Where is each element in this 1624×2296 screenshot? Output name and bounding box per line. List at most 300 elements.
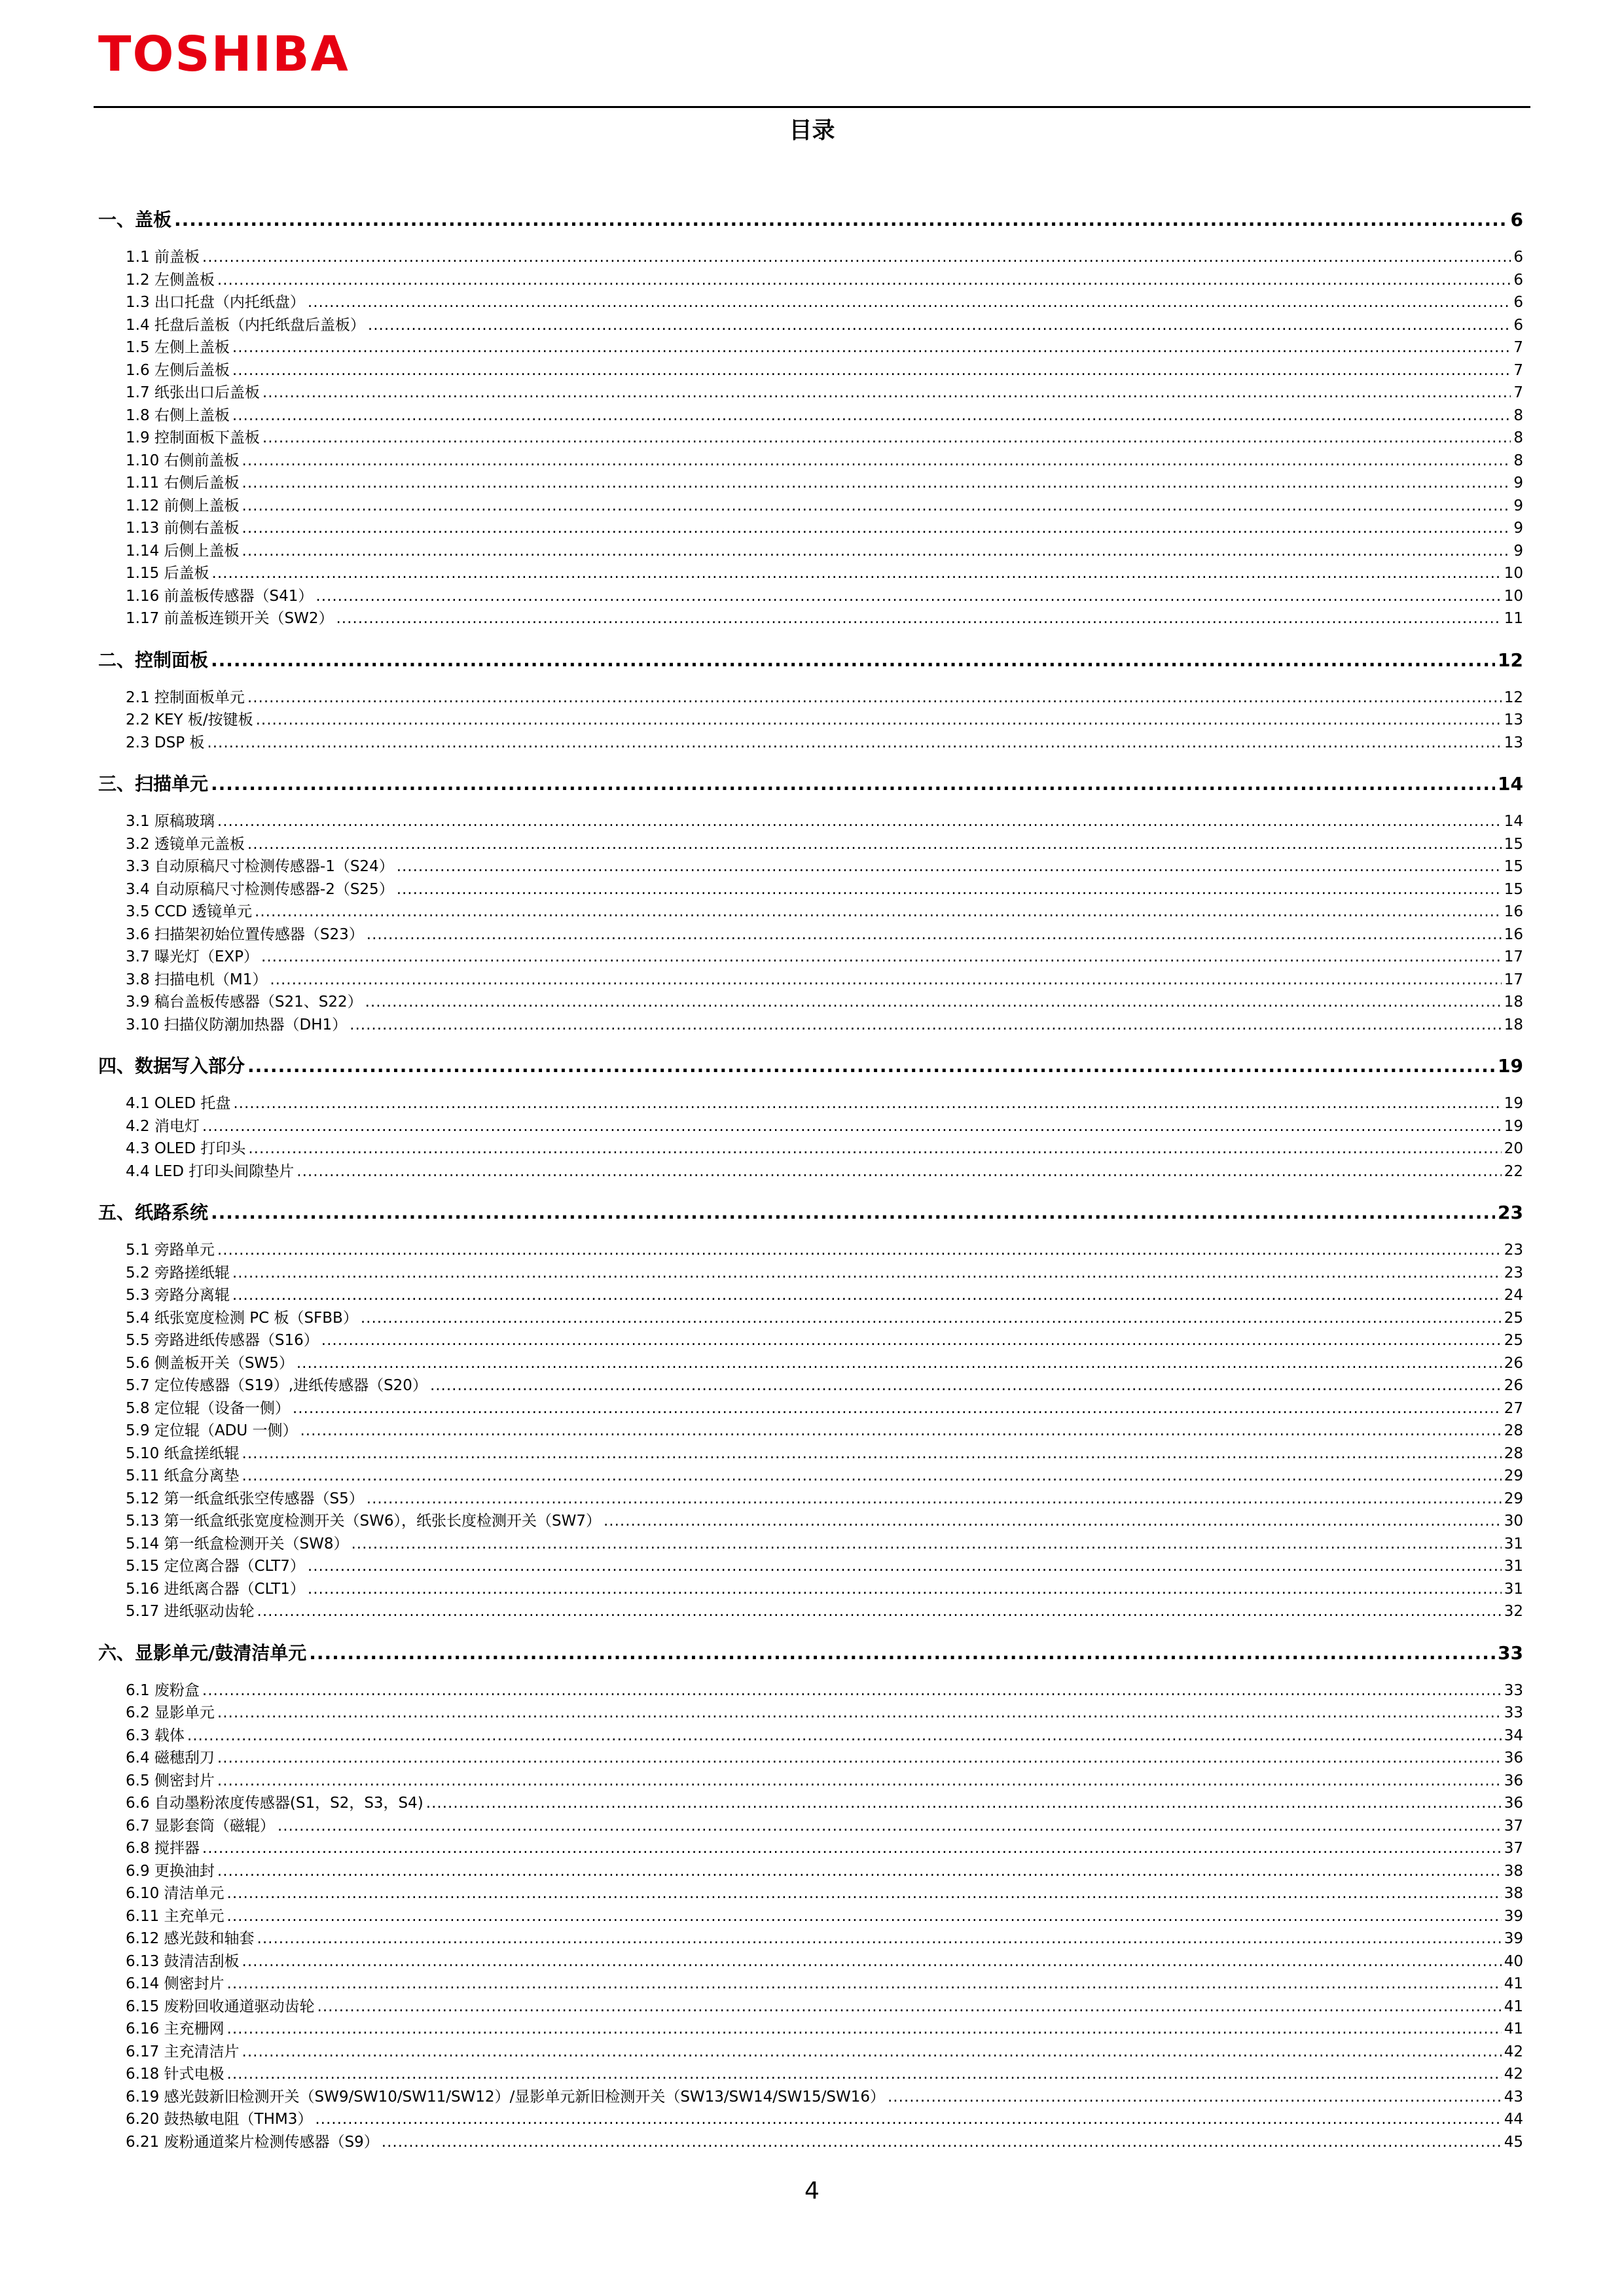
entry-page-number: 19 <box>1504 1117 1523 1135</box>
entry-title: 6.3 载体 <box>126 1727 185 1744</box>
toc-entry[interactable] <box>98 1138 1523 1160</box>
toc-entry[interactable] <box>98 1092 1523 1115</box>
toc-entry[interactable] <box>98 1510 1523 1533</box>
toc-entry[interactable] <box>98 1307 1523 1330</box>
toc-entry[interactable] <box>98 472 1523 495</box>
toc-entry[interactable] <box>98 1702 1523 1725</box>
dot-leader <box>232 404 1511 427</box>
entry-title: 1.16 前盖板传感器（S41） <box>126 587 314 605</box>
toc-entry[interactable] <box>98 359 1523 382</box>
entry-page-number: 14 <box>1504 813 1523 830</box>
entry-title: 5.5 旁路进纸传感器（S16） <box>126 1332 319 1349</box>
entry-page-number: 8 <box>1513 429 1523 446</box>
toc-entry[interactable] <box>98 1465 1523 1488</box>
dot-leader <box>217 1860 1502 1883</box>
dot-leader <box>217 269 1511 292</box>
entry-page-number: 31 <box>1504 1580 1523 1598</box>
toc-entry[interactable] <box>98 709 1523 732</box>
dot-leader <box>361 1307 1502 1330</box>
entry-title: 1.17 前盖板连锁开关（SW2） <box>126 610 334 627</box>
toc-entry[interactable] <box>98 969 1523 992</box>
dot-leader <box>397 878 1502 901</box>
dot-leader <box>242 495 1511 518</box>
dot-leader <box>242 472 1511 495</box>
entry-page-number: 39 <box>1504 1930 1523 1947</box>
entry-page-number: 26 <box>1504 1377 1523 1394</box>
entry-page-number: 37 <box>1504 1840 1523 1857</box>
entry-title: 5.1 旁路单元 <box>126 1242 215 1259</box>
toc-entry[interactable] <box>98 732 1523 755</box>
entry-title: 2.1 控制面板单元 <box>126 689 245 706</box>
entry-page-number: 40 <box>1504 1952 1523 1970</box>
entry-page-number: 18 <box>1504 1016 1523 1033</box>
entry-title: 6.2 显影单元 <box>126 1704 215 1721</box>
entry-page-number: 44 <box>1504 2111 1523 2128</box>
entry-page-number: 11 <box>1504 610 1523 627</box>
toc-entry[interactable] <box>98 2063 1523 2086</box>
dot-leader <box>270 969 1501 992</box>
entry-title: 6.20 鼓热敏电阻（THM3） <box>126 2111 313 2128</box>
entry-page-number: 17 <box>1504 971 1523 988</box>
chapter-page-number: 6 <box>1510 209 1523 230</box>
entry-page-number: 15 <box>1504 835 1523 853</box>
dot-leader <box>217 1702 1502 1725</box>
chapter-title: 二、控制面板 <box>98 649 209 671</box>
entry-title: 6.5 侧密封片 <box>126 1772 215 1789</box>
entry-page-number: 38 <box>1504 1885 1523 1902</box>
entry-page-number: 37 <box>1504 1817 1523 1835</box>
dot-leader <box>352 1533 1502 1556</box>
entry-page-number: 38 <box>1504 1862 1523 1880</box>
dot-leader <box>211 1200 1495 1226</box>
dot-leader <box>174 207 1508 233</box>
dot-leader <box>426 1792 1502 1815</box>
chapter-page-number: 12 <box>1498 649 1523 671</box>
entry-page-number: 8 <box>1513 452 1523 469</box>
entry-page-number: 7 <box>1513 361 1523 379</box>
entry-page-number: 22 <box>1504 1162 1523 1180</box>
dot-leader <box>232 336 1511 359</box>
entry-title: 5.3 旁路分离辊 <box>126 1287 230 1304</box>
dot-leader <box>336 607 1502 630</box>
entry-title: 5.7 定位传感器（S19）,进纸传感器（S20） <box>126 1377 427 1394</box>
entry-title: 3.9 稿台盖板传感器（S21、S22） <box>126 994 363 1011</box>
dot-leader <box>242 540 1511 563</box>
toc-entry[interactable] <box>98 878 1523 901</box>
entry-page-number: 41 <box>1504 2020 1523 2037</box>
entry-title: 6.16 主充栅网 <box>126 2020 225 2037</box>
dot-leader <box>604 1510 1502 1533</box>
toc-entry[interactable] <box>98 2018 1523 2041</box>
entry-page-number: 36 <box>1504 1749 1523 1767</box>
entry-title: 1.5 左侧上盖板 <box>126 339 230 356</box>
toc-entry[interactable] <box>98 2041 1523 2064</box>
dot-leader <box>227 2063 1502 2086</box>
entry-page-number: 34 <box>1504 1727 1523 1744</box>
toc-chapter[interactable] <box>98 207 1523 233</box>
toc-entry[interactable] <box>98 336 1523 359</box>
dot-leader <box>248 1138 1501 1160</box>
entry-title: 4.4 LED 打印头间隙垫片 <box>126 1162 295 1180</box>
dot-leader <box>256 709 1502 732</box>
toc-entry[interactable] <box>98 1352 1523 1375</box>
entry-title: 3.6 扫描架初始位置传感器（S23） <box>126 925 364 943</box>
toc-entry[interactable] <box>98 382 1523 404</box>
toc-entry[interactable] <box>98 1420 1523 1443</box>
dot-leader <box>232 1262 1502 1285</box>
toc-entry[interactable] <box>98 562 1523 585</box>
toshiba-logo: TOSHIBA <box>98 26 350 82</box>
entry-title: 5.6 侧盖板开关（SW5） <box>126 1354 294 1372</box>
dot-leader <box>242 517 1511 540</box>
toc-entry[interactable] <box>98 1996 1523 2018</box>
entry-title: 6.8 搅拌器 <box>126 1840 200 1857</box>
entry-title: 3.7 曝光灯（EXP） <box>126 948 259 965</box>
entry-page-number: 10 <box>1504 587 1523 605</box>
dot-leader <box>242 1465 1502 1488</box>
entry-page-number: 13 <box>1504 711 1523 728</box>
entry-title: 4.2 消电灯 <box>126 1117 200 1135</box>
toc-entry[interactable] <box>98 314 1523 337</box>
entry-page-number: 23 <box>1504 1242 1523 1259</box>
entry-page-number: 9 <box>1513 542 1523 560</box>
entry-page-number: 20 <box>1504 1140 1523 1157</box>
entry-title: 4.1 OLED 托盘 <box>126 1095 231 1112</box>
dot-leader <box>211 771 1495 797</box>
toc-entry[interactable] <box>98 1397 1523 1420</box>
entry-page-number: 23 <box>1504 1264 1523 1282</box>
table-of-contents <box>98 207 1523 2153</box>
entry-page-number: 17 <box>1504 948 1523 965</box>
toc-entry[interactable] <box>98 1725 1523 1748</box>
toc-entry[interactable] <box>98 810 1523 833</box>
entry-title: 6.1 废粉盒 <box>126 1681 200 1699</box>
entry-page-number: 24 <box>1504 1287 1523 1304</box>
entry-title: 5.15 定位离合器（CLT7） <box>126 1558 305 1575</box>
entry-page-number: 15 <box>1504 880 1523 898</box>
toc-entry[interactable] <box>98 1600 1523 1623</box>
toc-entry[interactable] <box>98 540 1523 563</box>
entry-page-number: 29 <box>1504 1490 1523 1507</box>
entry-title: 1.12 前侧上盖板 <box>126 497 240 514</box>
dot-leader <box>247 1053 1495 1079</box>
toc-entry[interactable] <box>98 1679 1523 1702</box>
entry-page-number: 16 <box>1504 903 1523 920</box>
entry-page-number: 45 <box>1504 2133 1523 2151</box>
entry-title: 5.14 第一纸盒检测开关（SW8） <box>126 1535 349 1552</box>
dot-leader <box>227 1905 1502 1928</box>
toc-entry[interactable] <box>98 2086 1523 2109</box>
dot-leader <box>262 382 1511 404</box>
entry-title: 6.19 感光鼓新旧检测开关（SW9/SW10/SW11/SW12）/显影单元新旧检测开关（SW13/SW14/SW15/SW16） <box>126 2088 885 2106</box>
toc-entry[interactable] <box>98 495 1523 518</box>
entry-title: 5.9 定位辊（ADU 一侧） <box>126 1422 298 1439</box>
entry-title: 6.10 清洁单元 <box>126 1885 225 1902</box>
entry-title: 4.3 OLED 打印头 <box>126 1140 246 1157</box>
toc-entry[interactable] <box>98 2108 1523 2131</box>
toc-entry[interactable] <box>98 269 1523 292</box>
dot-leader <box>321 1329 1502 1352</box>
entry-title: 3.8 扫描电机（M1） <box>126 971 268 988</box>
toc-entry[interactable] <box>98 1284 1523 1307</box>
dot-leader <box>247 833 1502 856</box>
entry-page-number: 9 <box>1513 475 1523 492</box>
entry-title: 5.4 纸张宽度检测 PC 板（SFBB） <box>126 1309 358 1327</box>
dot-leader <box>211 647 1495 673</box>
entry-page-number: 31 <box>1504 1535 1523 1552</box>
entry-title: 6.7 显影套筒（磁辊） <box>126 1817 275 1835</box>
toc-entry[interactable] <box>98 1262 1523 1285</box>
dot-leader <box>365 991 1502 1014</box>
chapter-page-number: 33 <box>1498 1641 1523 1664</box>
entry-title: 2.3 DSP 板 <box>126 734 205 751</box>
dot-leader <box>368 314 1511 337</box>
entry-page-number: 10 <box>1504 565 1523 582</box>
entry-title: 5.16 进纸离合器（CLT1） <box>126 1580 305 1598</box>
entry-title: 6.4 磁穗刮刀 <box>126 1749 215 1767</box>
entry-title: 6.6 自动墨粉浓度传感器(S1，S2，S3，S4) <box>126 1795 424 1812</box>
page-number: 4 <box>804 2178 820 2204</box>
dot-leader <box>217 1770 1502 1793</box>
entry-title: 3.4 自动原稿尺寸检测传感器-2（S25） <box>126 880 394 898</box>
entry-page-number: 31 <box>1504 1558 1523 1575</box>
chapter-title: 六、显影单元/鼓清洁单元 <box>98 1641 307 1664</box>
entry-page-number: 27 <box>1504 1399 1523 1417</box>
entry-page-number: 13 <box>1504 734 1523 751</box>
dot-leader <box>308 291 1511 314</box>
entry-page-number: 36 <box>1504 1772 1523 1789</box>
toc-entry[interactable] <box>98 1555 1523 1578</box>
dot-leader <box>350 1014 1502 1037</box>
entry-page-number: 43 <box>1504 2088 1523 2106</box>
chapter-page-number: 19 <box>1498 1055 1523 1077</box>
toc-entry[interactable] <box>98 1882 1523 1905</box>
entry-title: 1.14 后侧上盖板 <box>126 542 240 560</box>
toc-entry[interactable] <box>98 404 1523 427</box>
entry-page-number: 42 <box>1504 2066 1523 2083</box>
entry-title: 1.4 托盘后盖板（内托纸盘后盖板） <box>126 316 365 334</box>
toc-entry[interactable] <box>98 1837 1523 1860</box>
toc-chapter[interactable] <box>98 1200 1523 1226</box>
dot-leader <box>309 1640 1495 1666</box>
dot-leader <box>212 562 1502 585</box>
toc-entry[interactable] <box>98 2131 1523 2154</box>
dot-leader <box>242 2041 1502 2064</box>
entry-title: 6.14 侧密封片 <box>126 1975 225 1992</box>
entry-page-number: 6 <box>1513 249 1523 266</box>
entry-page-number: 32 <box>1504 1603 1523 1620</box>
entry-title: 1.13 前侧右盖板 <box>126 520 240 537</box>
dot-leader <box>297 1352 1502 1375</box>
dot-leader <box>227 1973 1502 1996</box>
toc-entry[interactable] <box>98 246 1523 269</box>
toc-entry[interactable] <box>98 1160 1523 1183</box>
header-divider <box>94 106 1530 108</box>
dot-leader <box>227 1882 1502 1905</box>
entry-page-number: 7 <box>1513 339 1523 356</box>
entry-title: 1.8 右侧上盖板 <box>126 406 230 424</box>
toc-entry[interactable] <box>98 450 1523 473</box>
dot-leader <box>367 1488 1502 1511</box>
entry-title: 1.1 前盖板 <box>126 249 200 266</box>
toc-entry[interactable] <box>98 1443 1523 1465</box>
entry-title: 5.8 定位辊（设备一侧） <box>126 1399 290 1417</box>
entry-page-number: 33 <box>1504 1681 1523 1699</box>
entry-title: 6.9 更换油封 <box>126 1862 215 1880</box>
toc-entry[interactable] <box>98 1578 1523 1601</box>
toc-entry[interactable] <box>98 991 1523 1014</box>
entry-title: 5.12 第一纸盒纸张空传感器（S5） <box>126 1490 364 1507</box>
entry-title: 3.5 CCD 透镜单元 <box>126 903 253 920</box>
toc-entry[interactable] <box>98 1533 1523 1556</box>
toc-entry[interactable] <box>98 1792 1523 1815</box>
entry-title: 2.2 KEY 板/按键板 <box>126 711 253 728</box>
toc-entry[interactable] <box>98 1115 1523 1138</box>
dot-leader <box>217 810 1502 833</box>
entry-title: 3.3 自动原稿尺寸检测传感器-1（S24） <box>126 858 394 875</box>
dot-leader <box>207 732 1501 755</box>
dot-leader <box>300 1420 1501 1443</box>
entry-page-number: 28 <box>1504 1422 1523 1439</box>
entry-title: 6.17 主充清洁片 <box>126 2043 240 2060</box>
dot-leader <box>217 1239 1502 1262</box>
chapter-page-number: 14 <box>1498 773 1523 795</box>
dot-leader <box>316 585 1501 608</box>
entry-title: 6.18 针式电极 <box>126 2066 225 2083</box>
toc-chapter[interactable] <box>98 771 1523 797</box>
entry-page-number: 9 <box>1513 497 1523 514</box>
dot-leader <box>233 1092 1501 1115</box>
entry-page-number: 25 <box>1504 1332 1523 1349</box>
entry-page-number: 6 <box>1513 316 1523 334</box>
toc-entry[interactable] <box>98 1239 1523 1262</box>
toc-entry[interactable] <box>98 427 1523 450</box>
entry-title: 6.21 废粉通道桨片检测传感器（S9） <box>126 2133 379 2151</box>
entry-title: 1.2 左侧盖板 <box>126 271 215 289</box>
toc-chapter[interactable] <box>98 647 1523 673</box>
entry-title: 1.7 纸张出口后盖板 <box>126 384 260 401</box>
toc-entry[interactable] <box>98 1770 1523 1793</box>
toc-entry[interactable] <box>98 291 1523 314</box>
entry-page-number: 29 <box>1504 1467 1523 1484</box>
toc-entry[interactable] <box>98 1928 1523 1950</box>
toc-entry[interactable] <box>98 1488 1523 1511</box>
dot-leader <box>257 1928 1502 1950</box>
dot-leader <box>315 2108 1501 2131</box>
dot-leader <box>187 1725 1502 1748</box>
entry-page-number: 28 <box>1504 1444 1523 1462</box>
entry-title: 5.13 第一纸盒纸张宽度检测开关（SW6），纸张长度检测开关（SW7） <box>126 1513 601 1530</box>
toc-entry[interactable] <box>98 1374 1523 1397</box>
toc-entry[interactable] <box>98 1860 1523 1883</box>
entry-page-number: 42 <box>1504 2043 1523 2060</box>
entry-page-number: 18 <box>1504 994 1523 1011</box>
entry-title: 1.11 右侧后盖板 <box>126 475 240 492</box>
toc-entry[interactable] <box>98 1950 1523 1973</box>
dot-leader <box>202 246 1511 269</box>
toc-entry[interactable] <box>98 585 1523 608</box>
entry-title: 5.2 旁路搓纸辊 <box>126 1264 230 1282</box>
chapter-title: 一、盖板 <box>98 209 172 230</box>
dot-leader <box>382 2131 1502 2154</box>
toc-entry[interactable] <box>98 1905 1523 1928</box>
entry-title: 5.11 纸盒分离垫 <box>126 1467 240 1484</box>
entry-title: 6.12 感光鼓和轴套 <box>126 1930 255 1947</box>
toc-chapter[interactable] <box>98 1053 1523 1079</box>
dot-leader <box>255 901 1502 924</box>
dot-leader <box>430 1374 1502 1397</box>
dot-leader <box>202 1679 1502 1702</box>
dot-leader <box>232 359 1511 382</box>
toc-entry[interactable] <box>98 924 1523 946</box>
toc-entry[interactable] <box>98 687 1523 709</box>
entry-page-number: 16 <box>1504 925 1523 943</box>
entry-page-number: 41 <box>1504 1975 1523 1992</box>
toc-entry[interactable] <box>98 833 1523 856</box>
dot-leader <box>262 427 1511 450</box>
dot-leader <box>888 2086 1502 2109</box>
entry-title: 6.15 废粉回收通道驱动齿轮 <box>126 1998 315 2015</box>
dot-leader <box>217 1747 1502 1770</box>
toc-entry[interactable] <box>98 901 1523 924</box>
toc-entry[interactable] <box>98 1747 1523 1770</box>
entry-title: 5.17 进纸驱动齿轮 <box>126 1603 255 1620</box>
entry-page-number: 6 <box>1513 294 1523 311</box>
entry-page-number: 8 <box>1513 406 1523 424</box>
dot-leader <box>247 687 1502 709</box>
dot-leader <box>397 855 1502 878</box>
entry-page-number: 9 <box>1513 520 1523 537</box>
chapter-page-number: 23 <box>1498 1202 1523 1223</box>
toc-entry[interactable] <box>98 1014 1523 1037</box>
toc-entry[interactable] <box>98 607 1523 630</box>
toc-entry[interactable] <box>98 946 1523 969</box>
entry-page-number: 7 <box>1513 384 1523 401</box>
entry-title: 1.10 右侧前盖板 <box>126 452 240 469</box>
dot-leader <box>293 1397 1502 1420</box>
dot-leader <box>242 1443 1502 1465</box>
entry-title: 3.2 透镜单元盖板 <box>126 835 245 853</box>
entry-page-number: 36 <box>1504 1795 1523 1812</box>
entry-page-number: 25 <box>1504 1309 1523 1327</box>
dot-leader <box>202 1115 1502 1138</box>
dot-leader <box>257 1600 1502 1623</box>
toc-entry[interactable] <box>98 517 1523 540</box>
chapter-title: 四、数据写入部分 <box>98 1055 245 1077</box>
entry-page-number: 39 <box>1504 1907 1523 1925</box>
entry-page-number: 41 <box>1504 1998 1523 2015</box>
dot-leader <box>242 1950 1502 1973</box>
entry-title: 1.6 左侧后盖板 <box>126 361 230 379</box>
entry-page-number: 26 <box>1504 1354 1523 1372</box>
toc-entry[interactable] <box>98 1815 1523 1838</box>
toc-entry[interactable] <box>98 1329 1523 1352</box>
dot-leader <box>367 924 1502 946</box>
toc-entry[interactable] <box>98 1973 1523 1996</box>
dot-leader <box>242 450 1511 473</box>
entry-page-number: 12 <box>1504 689 1523 706</box>
toc-chapter[interactable] <box>98 1640 1523 1666</box>
dot-leader <box>261 946 1502 969</box>
entry-page-number: 15 <box>1504 858 1523 875</box>
entry-title: 3.1 原稿玻璃 <box>126 813 215 830</box>
entry-page-number: 6 <box>1513 271 1523 289</box>
dot-leader <box>232 1284 1502 1307</box>
dot-leader <box>308 1555 1502 1578</box>
dot-leader <box>308 1578 1502 1601</box>
toc-entry[interactable] <box>98 855 1523 878</box>
chapter-title: 五、纸路系统 <box>98 1202 209 1223</box>
